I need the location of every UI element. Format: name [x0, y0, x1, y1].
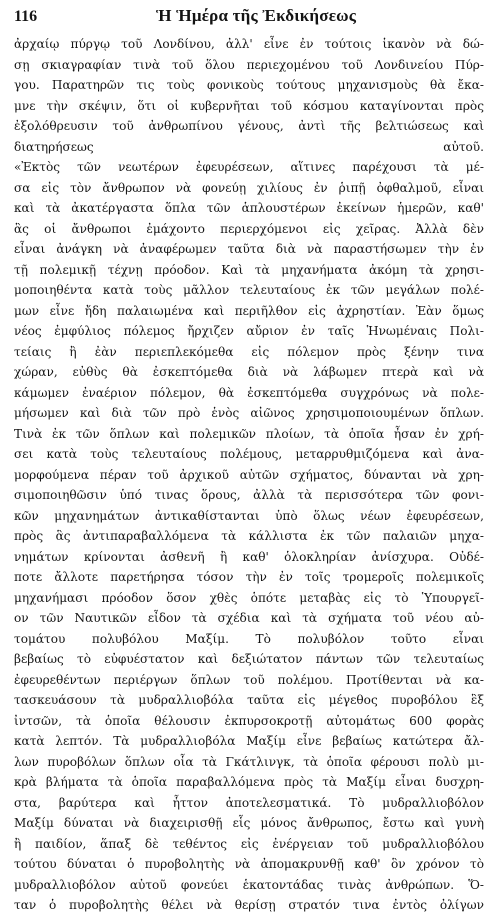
text-line: μνε τὴν σκέψιν, ὅτι οἱ κυβερνῆται τοῦ κόσμου καταγίνονται πρὸς: [14, 98, 484, 113]
text-line: τείαις ἢ ἐὰν περιεπλεκόμεθα εἰς πόλεμον πρὸς ξένην τινα: [14, 344, 484, 359]
text-line: ἢ παιδίον, ἅπαξ δὲ τεθέντος εἰς ἐνέργειαν τοῦ μυδραλλιοβόλου: [14, 836, 484, 851]
text-line: σει κατὰ τοὺς τελευταίους πολέμους, μεταρρυθμιζόμενα καὶ ἀνα-: [14, 447, 484, 461]
text-line: καὶ τὰ ἀκατέργαστα ὅπλα τῶν ἁπλουστέρων ἐκείνων ἡμερῶν, καθ': [14, 201, 484, 215]
text-line: πρὸς ἃς ἀντιπαραβαλλόμενα τὰ κάλλιστα ἐκ τῶν παλαιῶν μηχα-: [14, 529, 484, 543]
text-line: μορφούμενα πέραν τοῦ ἀρχικοῦ αὐτῶν σχήματος, δύνανται νὰ χρη-: [14, 467, 484, 482]
text-line: βεβαίως τὸ εὐφυέστατον καὶ δεξιώτατον πάντων τῶν τελευταίως: [14, 652, 484, 666]
text-line: κῶν μηχανημάτων ἀντικαθίστανται ὑπὸ ὅλως νέων ἐφευρέσεων,: [14, 508, 484, 523]
text-line: ἐξολόθρευσιν τοῦ ἀνθρωπίνου γένους, ἀντὶ τῆς βελτιώσεως καὶ: [14, 119, 484, 133]
text-line: λων πυροβόλων ὅπλων οἷα τὰ Γκάτλινγκ, τὰ ὁποῖα φέρουσι πολὺ μι-: [14, 754, 484, 769]
text-line: τούτου δύναται ὁ πυροβολητὴς νὰ ἀπομακρυνθῇ καθ' ὃν χρόνον τὸ: [14, 857, 484, 871]
text-line: σῃ σκιαγραφίαν τινὰ τοῦ ὅλου περιεχομένου τοῦ Λονδινείου Πύρ-: [14, 57, 484, 72]
text-line: μήσωμεν καὶ διὰ τῶν πρὸ ἑνὸς αἰῶνος χρησιμοποιουμένων ὅπλων.: [14, 406, 484, 420]
text-line: σιμοποιηθῶσιν ὑπό τινας ὅρους, ἀλλὰ τὰ περισσότερα τῶν φονι-: [14, 488, 484, 502]
text-line: γου. Παρατηρῶν τις τοὺς φονικοὺς τούτους μηχανισμοὺς θὰ ἔκα-: [14, 78, 484, 92]
text-line: «Ἐκτὸς τῶν νεωτέρων ἐφευρέσεων, αἵτινες παρέχουσι τὰ μέ-: [14, 160, 484, 174]
text-line: ἐφευρεθέντων περιέργων ὅπλων τοῦ πολέμου. Προτίθενται νὰ κα-: [14, 672, 484, 687]
text-line: Τινὰ ἐκ τῶν ὅπλων καὶ πολεμικῶν πλοίων, τὰ ὁποῖα ἦσαν ἐν χρή-: [14, 426, 484, 441]
text-line: τῇ πολεμικῇ τέχνῃ πρόοδον. Καὶ τὰ μηχανήματα ἀκόμη τὰ χρησι-: [14, 262, 484, 277]
text-line: κρὰ βλήματα τὰ ὁποῖα παραβαλλόμενα πρὸς τὰ Μαξίμ εἶναι δυσχρη-: [14, 775, 484, 789]
text-line: ον τῶν Ναυτικῶν εἶδον τὰ σχέδια καὶ τὰ σχήματα τοῦ νέου αὐ-: [14, 611, 484, 625]
text-line: σα εἰς τὸν ἄνθρωπον νὰ φονεύῃ χιλίους ἐν ῥιπῇ ὀφθαλμοῦ, εἶναι: [14, 180, 484, 195]
text-line: ἃς οἱ ἄνθρωποι ἐμάχοντο περιερχόμενοι εἰς χεῖρας. Ἀλλὰ δὲν: [14, 221, 484, 236]
text-line: μυδραλλιοβόλον αὐτοῦ φονεύει ἑκατοντάδας τινὰς ἀνθρώπων. Ὅ-: [14, 877, 484, 892]
text-line: κατὰ λεπτόν. Τὰ μυδραλλιοβόλα Μαξίμ εἶνε βεβαίως κατώτερα ἄλ-: [14, 734, 484, 748]
text-line: στα, βαρύτερα καὶ ἧττον ἀποτελεσματικά. Τὸ μυδραλλιοβόλον: [14, 795, 484, 810]
text-line: διατηρήσεως αὐτοῦ.: [14, 139, 484, 154]
text-line: χώραν, εὐθὺς θὰ ἐσκεπτόμεθα διὰ νὰ λάβωμεν πτερὰ καὶ νὰ: [14, 365, 484, 379]
text-line: ἰντσῶν, τὰ ὁποῖα θέλουσιν ἐκπυρσοκροτῇ αὐτομάτως 600 φορὰς: [14, 713, 484, 728]
page-number: 116: [14, 8, 38, 25]
text-line: Μαξίμ δύναται νὰ διαχειρισθῇ εἷς μόνος ἄνθρωπος, ἔστω καὶ γυνὴ: [14, 816, 484, 830]
running-title: Ἡ Ἡμέρα τῆς Ἐκδικήσεως: [156, 6, 357, 25]
text-line: ταν ὁ πυροβολητὴς θέλει νὰ θερίσῃ στρατόν τινα ἐντὸς ὀλίγων: [14, 898, 484, 912]
text-line: νέος ἐμφύλιος πόλεμος ἤρχιζεν αὔριον ἐν ταῖς Ἡνωμέναις Πολι-: [14, 324, 484, 338]
text-line: κάμωμεν ἐναέριον πόλεμον, θὰ ἐσκεπτόμεθα συγχρόνως νὰ πολε-: [14, 385, 484, 400]
body-text: [14, 34, 484, 916]
text-line: ἀρχαίῳ πύργῳ τοῦ Λονδίνου, ἀλλ' εἶνε ἐν τούτοις ἱκανὸν νὰ δώ-: [14, 37, 484, 51]
running-head: [14, 6, 484, 30]
text-line: νημάτων κρίνονται ἀσθενῆ ἢ καθ' ὁλοκληρίαν ἀνίσχυρα. Οὐδέ-: [14, 549, 484, 564]
text-line: τασκευάσουν τὰ μυδραλλιοβόλα ταῦτα εἰς μέγεθος πυροβόλου ἓξ: [14, 693, 484, 707]
text-line: μηχανήμασι πρόοδον ὅσον χθὲς ὁπότε μεταβὰς εἰς τὸ Ὑπουργεῖ-: [14, 590, 484, 605]
text-line: ποτε ἄλλοτε παρετήρησα τόσον τὴν ἐν τοῖς τρομεροῖς πολεμικοῖς: [14, 570, 484, 584]
text-line: μοποιηθέντα κατὰ τοὺς μᾶλλον τελευταίους ἐκ τῶν μεγάλων πολέ-: [14, 283, 484, 297]
text-line: μων εἶνε ἤδη παλαιωμένα καὶ περιῆλθον εἰς ἀχρηστίαν. Ἐὰν ὅμως: [14, 303, 484, 318]
text-line: εἶναι ἀνάγκη νὰ ἀναφέρωμεν ταῦτα διὰ νὰ παραστήσωμεν τὴν ἐν: [14, 242, 484, 256]
text-line: τομάτου πολυβόλου Μαξίμ. Τὸ πολυβόλον τοῦτο εἶναι: [14, 631, 484, 646]
